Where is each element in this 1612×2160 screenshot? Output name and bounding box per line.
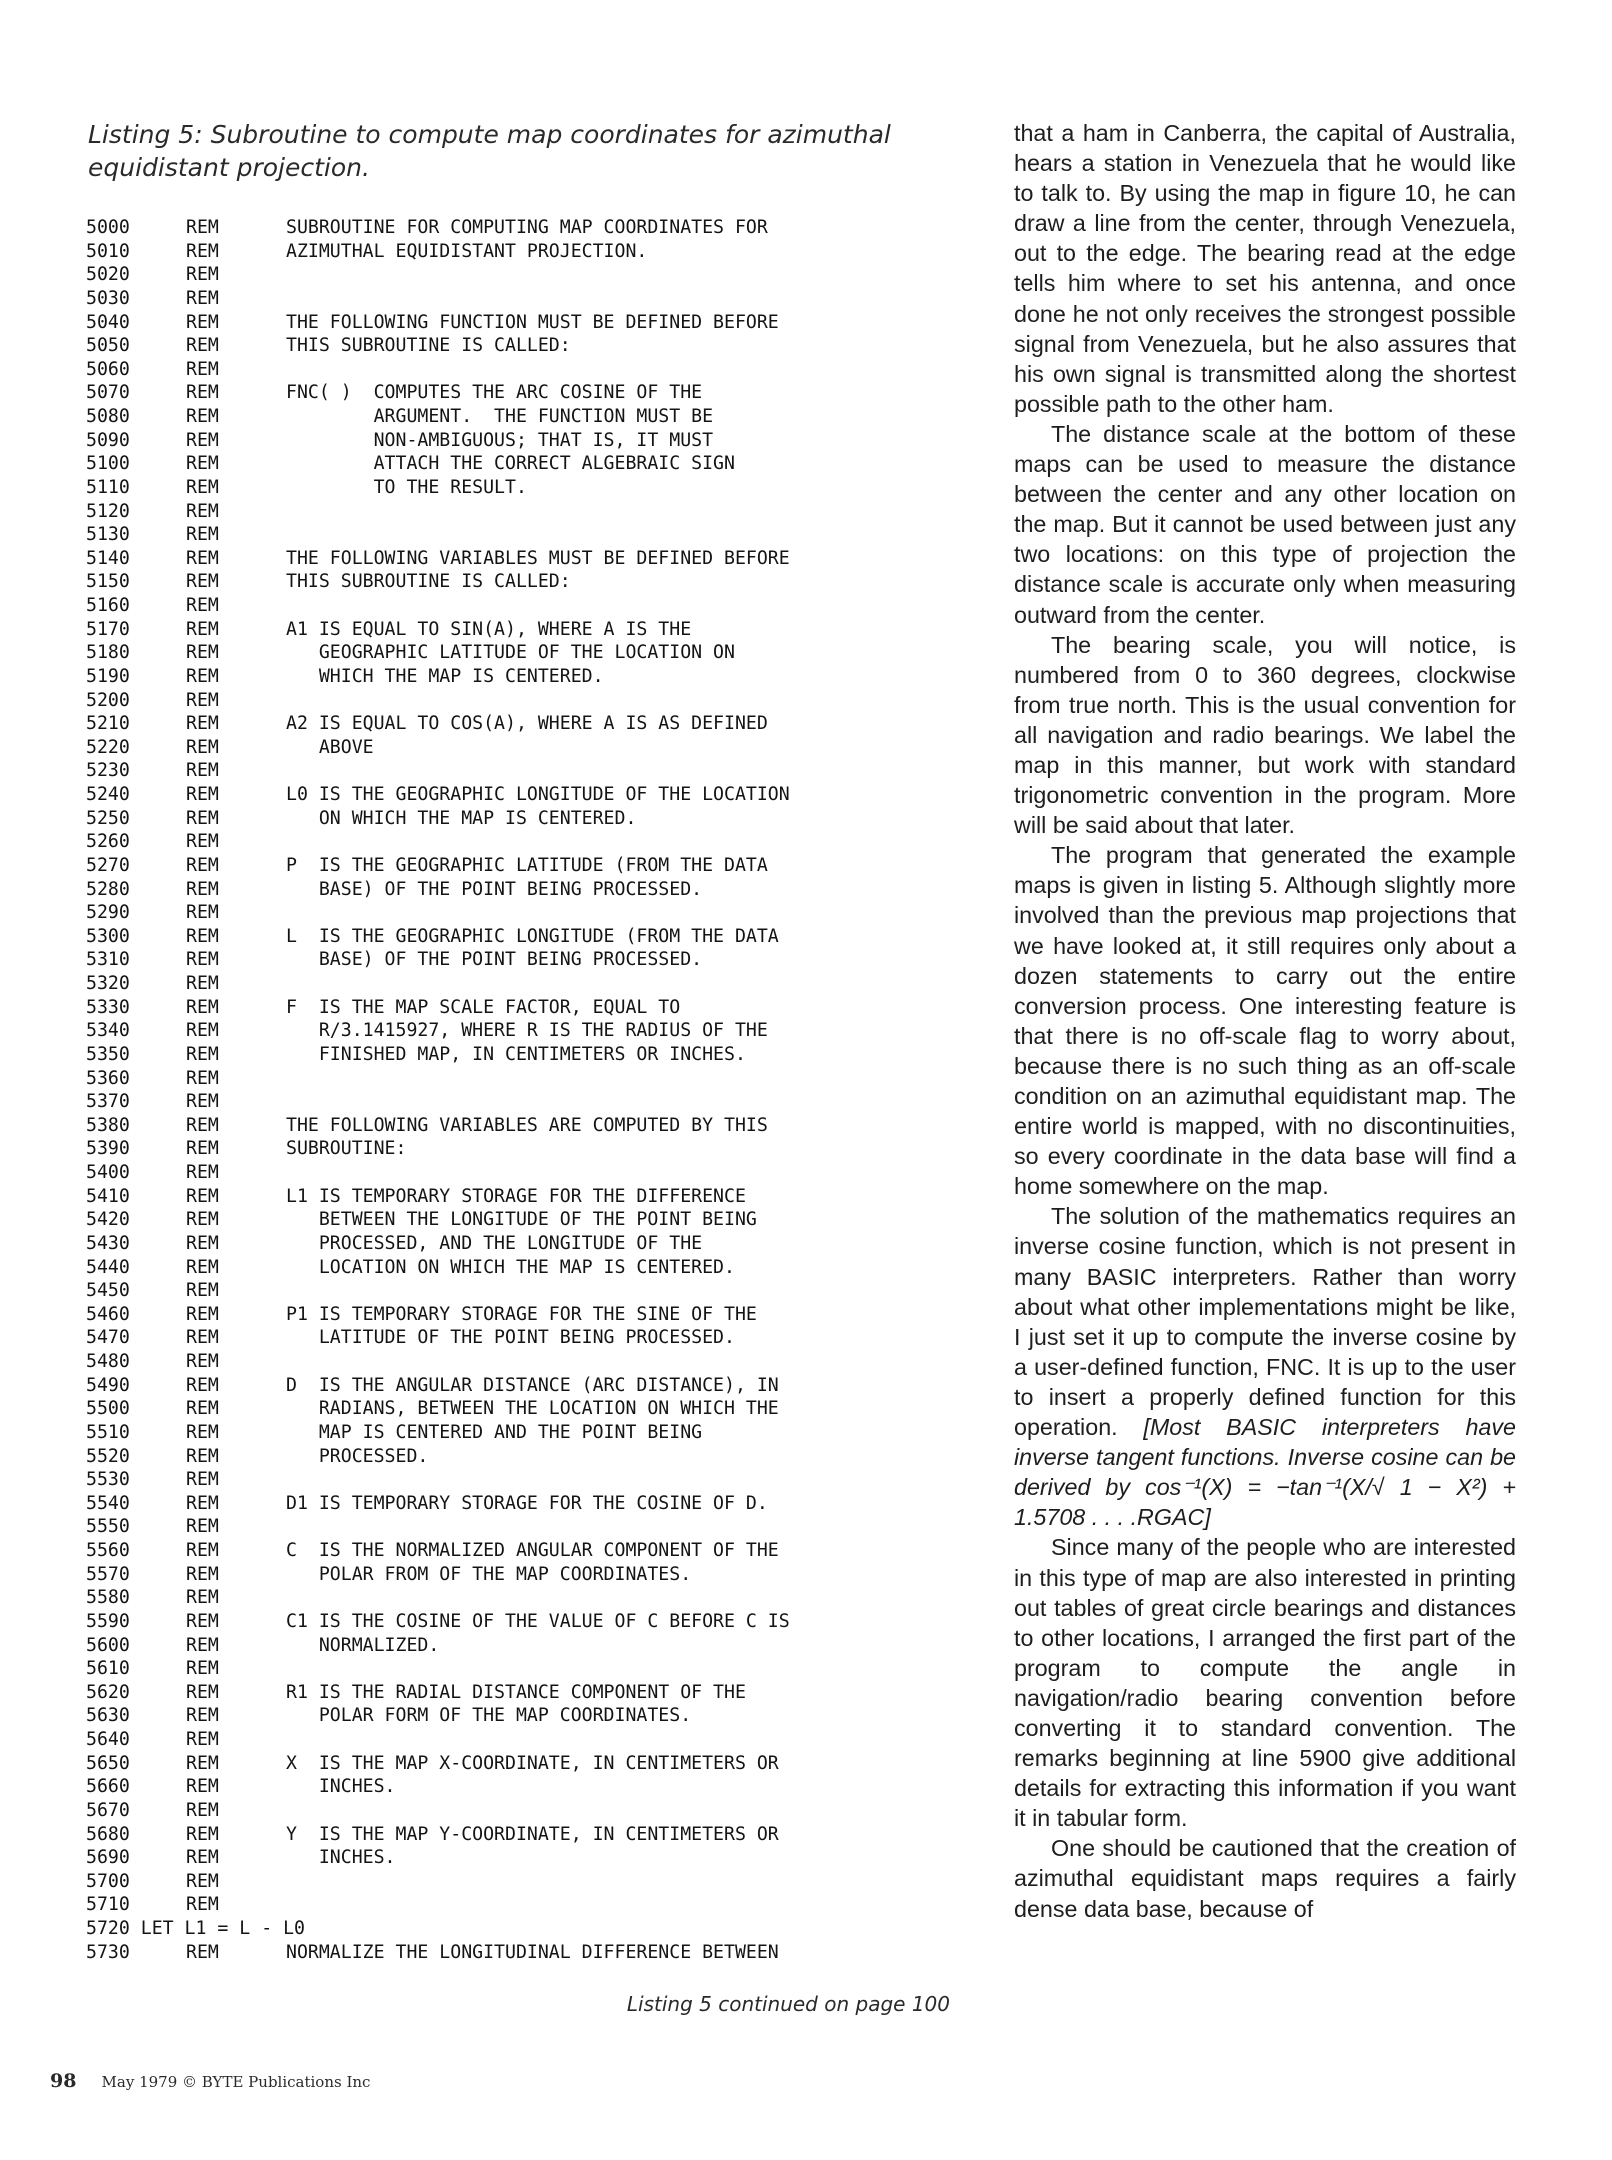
line-number: 5710 <box>86 1894 130 1916</box>
keyword: REM <box>186 1067 219 1089</box>
line-number: 5100 <box>86 453 130 475</box>
line-number: 5620 <box>86 1681 130 1703</box>
line-number: 5390 <box>86 1138 130 1160</box>
keyword: REM <box>186 760 219 782</box>
statement-text: R1 IS THE RADIAL DISTANCE COMPONENT OF THE <box>286 1681 746 1703</box>
listing-line <box>86 311 986 335</box>
statement-text: POLAR FORM OF THE MAP COORDINATES. <box>286 1705 692 1727</box>
paragraph: One should be cautioned that the creation of azimuthal equidistant maps requires a fairly dense data base, because of <box>1014 1835 1516 1922</box>
line-number: 5400 <box>86 1162 130 1183</box>
listing-line <box>86 240 986 264</box>
listing-line <box>86 216 986 240</box>
statement-text: THE FOLLOWING VARIABLES ARE COMPUTED BY THIS <box>286 1114 768 1136</box>
statement-text: A2 IS EQUAL TO COS(A), WHERE A IS AS DEFINED <box>286 713 768 735</box>
line-number: 5550 <box>86 1516 130 1538</box>
keyword: REM <box>186 1634 219 1656</box>
keyword: REM <box>186 217 219 238</box>
listing-line <box>86 1208 986 1232</box>
line-number: 5240 <box>86 784 130 805</box>
listing-line <box>86 830 986 854</box>
listing-line <box>86 452 986 476</box>
line-number: 5270 <box>86 854 130 876</box>
listing-line <box>86 1752 986 1776</box>
listing-line <box>86 641 986 665</box>
listing-line <box>86 1445 986 1469</box>
line-number: 5210 <box>86 713 130 735</box>
line-number: 5070 <box>86 382 130 404</box>
listing-line <box>86 1421 986 1445</box>
line-number: 5160 <box>86 595 130 616</box>
line-number: 5610 <box>86 1658 130 1680</box>
listing-line <box>86 618 986 642</box>
listing-line <box>86 570 986 594</box>
line-number: 5380 <box>86 1114 130 1136</box>
line-number: 5570 <box>86 1563 130 1585</box>
listing-line <box>86 405 986 429</box>
listing-line <box>86 1374 986 1398</box>
line-number: 5080 <box>86 406 130 427</box>
keyword: REM <box>186 1469 219 1491</box>
listing-line <box>86 381 986 405</box>
listing-line <box>86 1397 986 1421</box>
statement-text: A1 IS EQUAL TO SIN(A), WHERE A IS THE <box>286 618 692 640</box>
listing-line <box>86 334 986 358</box>
line-number: 5460 <box>86 1303 130 1325</box>
statement-text: MAP IS CENTERED AND THE POINT BEING <box>286 1421 703 1443</box>
article-body <box>1014 118 1516 1924</box>
keyword: REM <box>186 1610 219 1632</box>
line-number: 5650 <box>86 1752 130 1774</box>
publication-credit: May 1979 © BYTE Publications Inc <box>101 2073 371 2091</box>
listing-line <box>86 1634 986 1658</box>
keyword: REM <box>186 1540 219 1561</box>
keyword: REM <box>186 1823 219 1845</box>
listing-line <box>86 287 986 311</box>
listing-line <box>86 1681 986 1705</box>
line-number: 5320 <box>86 973 130 994</box>
keyword: REM <box>186 1091 219 1113</box>
line-number: 5030 <box>86 287 130 309</box>
statement-text: THE FOLLOWING FUNCTION MUST BE DEFINED BEFORE <box>286 311 779 333</box>
keyword: REM <box>186 1492 219 1514</box>
keyword: REM <box>186 1398 219 1420</box>
statement-text: RADIANS, BETWEEN THE LOCATION ON WHICH THE <box>286 1398 779 1420</box>
statement-text: ATTACH THE CORRECT ALGEBRAIC SIGN <box>286 453 735 475</box>
keyword: REM <box>186 878 219 900</box>
statement-text: X IS THE MAP X-COORDINATE, IN CENTIMETERS OR <box>286 1752 779 1774</box>
listing-line <box>86 1515 986 1539</box>
statement-text: NON-AMBIGUOUS; THAT IS, IT MUST <box>286 429 714 451</box>
line-number: 5590 <box>86 1610 130 1632</box>
statement-text: GEOGRAPHIC LATITUDE OF THE LOCATION ON <box>286 642 735 664</box>
line-number: 5660 <box>86 1776 130 1798</box>
line-number: 5640 <box>86 1729 130 1750</box>
statement-text: F IS THE MAP SCALE FACTOR, EQUAL TO <box>286 996 681 1018</box>
listing-line <box>86 972 986 996</box>
statement-text: C IS THE NORMALIZED ANGULAR COMPONENT OF THE <box>286 1540 779 1561</box>
line-number: 5480 <box>86 1351 130 1372</box>
line-number: 5120 <box>86 500 130 522</box>
listing-line <box>86 759 986 783</box>
listing-line <box>86 429 986 453</box>
keyword: REM <box>186 1209 219 1231</box>
keyword: REM <box>186 1847 219 1869</box>
listing-line <box>86 1090 986 1114</box>
continued-note: Listing 5 continued on page 100 <box>626 1992 950 2016</box>
listing-line <box>86 807 986 831</box>
statement-text: ON WHICH THE MAP IS CENTERED. <box>286 807 637 829</box>
keyword: REM <box>186 1138 219 1160</box>
listing-line <box>86 1799 986 1823</box>
statement-text: D1 IS TEMPORARY STORAGE FOR THE COSINE OF D. <box>286 1492 768 1514</box>
listing-line <box>86 500 986 524</box>
listing-line <box>86 712 986 736</box>
line-number: 5440 <box>86 1256 130 1278</box>
keyword: REM <box>186 1894 219 1916</box>
listing-line <box>86 1941 986 1965</box>
listing-line <box>86 1823 986 1847</box>
statement-text: D IS THE ANGULAR DISTANCE (ARC DISTANCE), IN <box>286 1374 779 1396</box>
line-number: 5130 <box>86 524 130 546</box>
statement-text: THE FOLLOWING VARIABLES MUST BE DEFINED BEFORE <box>286 547 790 569</box>
keyword: REM <box>186 831 219 853</box>
keyword: REM <box>186 1232 219 1254</box>
paragraph <box>1014 1201 1516 1532</box>
keyword: REM <box>186 665 219 687</box>
page-footer <box>50 2070 370 2092</box>
keyword: REM <box>186 713 219 735</box>
line-number: 5510 <box>86 1421 130 1443</box>
statement-text: ARGUMENT. THE FUNCTION MUST BE <box>286 406 714 427</box>
statement-text: FNC( ) COMPUTES THE ARC COSINE OF THE <box>286 382 703 404</box>
listing-line <box>86 878 986 902</box>
line-number: 5500 <box>86 1398 130 1420</box>
line-number: 5680 <box>86 1823 130 1845</box>
keyword: REM <box>186 429 219 451</box>
line-number: 5170 <box>86 618 130 640</box>
listing-line <box>86 1846 986 1870</box>
listing-line <box>86 358 986 382</box>
keyword: REM <box>186 1043 219 1065</box>
statement-text: FINISHED MAP, IN CENTIMETERS OR INCHES. <box>286 1043 746 1065</box>
statement-text: L0 IS THE GEOGRAPHIC LONGITUDE OF THE LOCATION <box>286 784 790 805</box>
keyword: REM <box>186 311 219 333</box>
listing-line <box>86 523 986 547</box>
line-number: 5450 <box>86 1280 130 1302</box>
line-number: 5250 <box>86 807 130 829</box>
line-number: 5340 <box>86 1020 130 1042</box>
line-number: 5260 <box>86 831 130 853</box>
keyword: REM <box>186 1752 219 1774</box>
line-number: 5200 <box>86 689 130 711</box>
keyword: REM <box>186 1327 219 1349</box>
keyword: REM <box>186 335 219 357</box>
listing-line <box>86 1563 986 1587</box>
keyword: REM <box>186 476 219 498</box>
line-number: 5060 <box>86 358 130 380</box>
keyword: REM <box>186 618 219 640</box>
statement-text: P1 IS TEMPORARY STORAGE FOR THE SINE OF THE <box>286 1303 757 1325</box>
paragraph: The program that generated the example maps is given in listing 5. Although slightly more involved than the previous map projections that we have looked at, it still requires only about a dozen statements to carry out the entire conversion process. One interesting feature is that there is no off-scale flag to worry about, because there is no such thing as an off-scale condition on an azimuthal equidistant map. The entire world is mapped, with no discontinuities, so every coordinate in the data base will find a home somewhere on the map. <box>1014 842 1516 1200</box>
paragraph: The distance scale at the bottom of these maps can be used to measure the distance between the center and any other location on the map. But it cannot be used between just any two locations: on this type of projection the distance scale is accurate only when measuring outward from the center. <box>1014 420 1516 628</box>
line-number: 5180 <box>86 642 130 664</box>
listing-line <box>86 1468 986 1492</box>
statement-text: SUBROUTINE: <box>286 1138 407 1160</box>
paragraph: The bearing scale, you will notice, is numbered from 0 to 360 degrees, clockwise from true north. This is the usual convention for all navigation and radio bearings. We label the map in this manner, but work with standard trigonometric convention in the program. More will be said about that later. <box>1014 631 1516 839</box>
statement-text: TO THE RESULT. <box>286 476 527 498</box>
line-number: 5430 <box>86 1232 130 1254</box>
line-number: 5370 <box>86 1091 130 1113</box>
listing-line <box>86 1326 986 1350</box>
line-number: 5010 <box>86 240 130 262</box>
statement-text: L IS THE GEOGRAPHIC LONGITUDE (FROM THE DATA <box>286 925 779 947</box>
keyword: REM <box>186 1941 219 1963</box>
statement-text: ABOVE <box>286 736 374 758</box>
listing-line <box>86 1067 986 1091</box>
keyword: REM <box>186 689 219 711</box>
statement-text: INCHES. <box>286 1847 396 1869</box>
listing-line <box>86 925 986 949</box>
listing-line <box>86 1704 986 1728</box>
line-number: 5050 <box>86 335 130 357</box>
keyword: REM <box>186 642 219 664</box>
listing-line <box>86 1161 986 1185</box>
line-number: 5420 <box>86 1209 130 1231</box>
keyword: REM <box>186 1114 219 1136</box>
keyword: REM <box>186 1587 219 1609</box>
line-number: 5410 <box>86 1185 130 1207</box>
keyword: REM <box>186 571 219 593</box>
keyword: REM <box>186 949 219 971</box>
statement-text: NORMALIZED. <box>286 1634 440 1656</box>
listing-line <box>86 1728 986 1752</box>
line-number: 5230 <box>86 760 130 782</box>
listing-caption: Listing 5: Subroutine to compute map coordinates for azimuthal equidistant projection. <box>88 120 891 182</box>
listing-line <box>86 665 986 689</box>
keyword: REM <box>186 996 219 1018</box>
listing-line <box>86 547 986 571</box>
keyword: REM <box>186 500 219 522</box>
keyword: REM <box>186 406 219 427</box>
keyword: REM <box>186 1776 219 1798</box>
statement-text: POLAR FROM OF THE MAP COORDINATES. <box>286 1563 692 1585</box>
listing-line <box>86 1610 986 1634</box>
line-number: 5630 <box>86 1705 130 1727</box>
statement-text: Y IS THE MAP Y-COORDINATE, IN CENTIMETERS OR <box>286 1823 779 1845</box>
line-number: 5600 <box>86 1634 130 1656</box>
listing-line <box>86 263 986 287</box>
listing-line <box>86 1114 986 1138</box>
statement-text: L1 IS TEMPORARY STORAGE FOR THE DIFFERENCE <box>286 1185 746 1207</box>
keyword: REM <box>186 902 219 924</box>
statement-text: BETWEEN THE LONGITUDE OF THE POINT BEING <box>286 1209 757 1231</box>
listing-line <box>86 1870 986 1894</box>
line-number: 5530 <box>86 1469 130 1491</box>
code-listing <box>86 216 986 1964</box>
keyword: REM <box>186 382 219 404</box>
statement-text: C1 IS THE COSINE OF THE VALUE OF C BEFORE C IS <box>286 1610 790 1632</box>
listing-line <box>86 1043 986 1067</box>
line-number: 5520 <box>86 1445 130 1467</box>
keyword: REM <box>186 1705 219 1727</box>
statement-text: R/3.1415927, WHERE R IS THE RADIUS OF THE <box>286 1020 768 1042</box>
statement-text: LATITUDE OF THE POINT BEING PROCESSED. <box>286 1327 735 1349</box>
keyword: REM <box>186 854 219 876</box>
line-number: 5310 <box>86 949 130 971</box>
listing-line <box>86 783 986 807</box>
listing-line <box>86 1279 986 1303</box>
line-number: 5730 <box>86 1941 130 1963</box>
keyword: REM <box>186 1020 219 1042</box>
keyword: REM <box>186 784 219 805</box>
line-number: 5350 <box>86 1043 130 1065</box>
listing-line <box>86 1350 986 1374</box>
statement-text: P IS THE GEOGRAPHIC LATITUDE (FROM THE DATA <box>286 854 768 876</box>
keyword: REM <box>186 1162 219 1183</box>
keyword: REM <box>186 240 219 262</box>
listing-line <box>86 1586 986 1610</box>
line-number: 5700 <box>86 1870 130 1892</box>
listing-line <box>86 1492 986 1516</box>
listing-line <box>86 948 986 972</box>
line-number: 5560 <box>86 1540 130 1561</box>
line-number: 5140 <box>86 547 130 569</box>
keyword: REM <box>186 1374 219 1396</box>
listing-line <box>86 1232 986 1256</box>
listing-line <box>86 1775 986 1799</box>
keyword: REM <box>186 736 219 758</box>
line-number: 5110 <box>86 476 130 498</box>
keyword: REM <box>186 595 219 616</box>
statement-text: WHICH THE MAP IS CENTERED. <box>286 665 604 687</box>
keyword: REM <box>186 925 219 947</box>
keyword: REM <box>186 1256 219 1278</box>
editor-note: [Most BASIC interpreters have inverse tangent functions. Inverse cosine can be derived by cos⁻¹(X) = −tan⁻¹(X/√ 1 − X²) + 1.5708 . . . .RGAC] <box>1014 1414 1516 1531</box>
keyword: REM <box>186 1516 219 1538</box>
paragraph-text: The solution of the mathematics requires an inverse cosine function, which is not present in many BASIC interpreters. Rather than worry about what other implementations might be like, I just set it up to compute the inverse cosine by a user-defined function, FNC. It is up to the user to insert a properly defined function for this operation. <box>1014 1203 1516 1441</box>
line-number: 5000 <box>86 217 130 238</box>
statement-text: LOCATION ON WHICH THE MAP IS CENTERED. <box>286 1256 735 1278</box>
keyword: REM <box>186 547 219 569</box>
listing-line <box>86 1917 986 1941</box>
keyword: REM <box>186 1303 219 1325</box>
line-number: 5090 <box>86 429 130 451</box>
listing-line <box>86 736 986 760</box>
listing-line <box>86 901 986 925</box>
statement-text: PROCESSED. <box>286 1445 429 1467</box>
statement-text: THIS SUBROUTINE IS CALLED: <box>286 571 571 593</box>
keyword: REM <box>186 1445 219 1467</box>
line-number: 5300 <box>86 925 130 947</box>
statement-text: NORMALIZE THE LONGITUDINAL DIFFERENCE BETWEEN <box>286 1941 779 1963</box>
line-number: 5690 <box>86 1847 130 1869</box>
keyword: REM <box>186 807 219 829</box>
listing-line <box>86 854 986 878</box>
line-number: 5040 <box>86 311 130 333</box>
keyword: REM <box>186 1563 219 1585</box>
keyword: REM <box>186 1870 219 1892</box>
keyword: REM <box>186 358 219 380</box>
line-number: 5150 <box>86 571 130 593</box>
line-number: 5220 <box>86 736 130 758</box>
keyword: REM <box>186 264 219 286</box>
statement-text: SUBROUTINE FOR COMPUTING MAP COORDINATES FOR <box>286 217 768 238</box>
page-number: 98 <box>50 2070 77 2092</box>
line-number: 5190 <box>86 665 130 687</box>
keyword: REM <box>186 1280 219 1302</box>
listing-line <box>86 1893 986 1917</box>
statement-text: BASE) OF THE POINT BEING PROCESSED. <box>286 878 703 900</box>
keyword: REM <box>186 524 219 546</box>
listing-line <box>86 1185 986 1209</box>
listing-line <box>86 594 986 618</box>
listing-line <box>86 1539 986 1563</box>
line-number: 5490 <box>86 1374 130 1396</box>
statement-text: INCHES. <box>286 1776 396 1798</box>
paragraph: that a ham in Canberra, the capital of Australia, hears a station in Venezuela that he would like to talk to. By using the map in figure 10, he can draw a line from the center, through Venezuela, out to the edge. The bearing read at the edge tells him where to set his antenna, and once done he not only receives the strongest possible signal from Venezuela, but he also assures that his own signal is transmitted along the shortest possible path to the other ham. <box>1014 120 1516 417</box>
keyword: REM <box>186 1185 219 1207</box>
keyword: REM <box>186 1351 219 1372</box>
listing-line <box>86 1303 986 1327</box>
listing-line <box>86 1019 986 1043</box>
line-number: 5580 <box>86 1587 130 1609</box>
statement-text: BASE) OF THE POINT BEING PROCESSED. <box>286 949 703 971</box>
keyword: REM <box>186 287 219 309</box>
statement-text: PROCESSED, AND THE LONGITUDE OF THE <box>286 1232 703 1254</box>
listing-line <box>86 476 986 500</box>
keyword: REM <box>186 1658 219 1680</box>
listing-line <box>86 1256 986 1280</box>
keyword: REM <box>186 1729 219 1750</box>
line-number: 5360 <box>86 1067 130 1089</box>
keyword: REM <box>186 973 219 994</box>
line-number: 5290 <box>86 902 130 924</box>
keyword: REM <box>186 1799 219 1821</box>
listing-line <box>86 996 986 1020</box>
keyword: REM <box>186 453 219 475</box>
listing-line <box>86 689 986 713</box>
statement-text: AZIMUTHAL EQUIDISTANT PROJECTION. <box>286 240 648 262</box>
line-number: 5540 <box>86 1492 130 1514</box>
keyword: REM <box>186 1681 219 1703</box>
line-number: 5330 <box>86 996 130 1018</box>
keyword: REM <box>186 1421 219 1443</box>
listing-statement: 5720 LET L1 = L - L0 <box>86 1918 305 1939</box>
line-number: 5280 <box>86 878 130 900</box>
listing-line <box>86 1657 986 1681</box>
listing-line <box>86 1137 986 1161</box>
line-number: 5020 <box>86 264 130 286</box>
statement-text: THIS SUBROUTINE IS CALLED: <box>286 335 571 357</box>
line-number: 5670 <box>86 1799 130 1821</box>
paragraph: Since many of the people who are interested in this type of map are also interested in printing out tables of great circle bearings and distances to other locations, I arranged the first part of the program to compute the angle in navigation/radio bearing convention before converting it to standard convention. The remarks beginning at line 5900 give additional details for extracting this information if you want it in tabular form. <box>1014 1534 1516 1832</box>
line-number: 5470 <box>86 1327 130 1349</box>
